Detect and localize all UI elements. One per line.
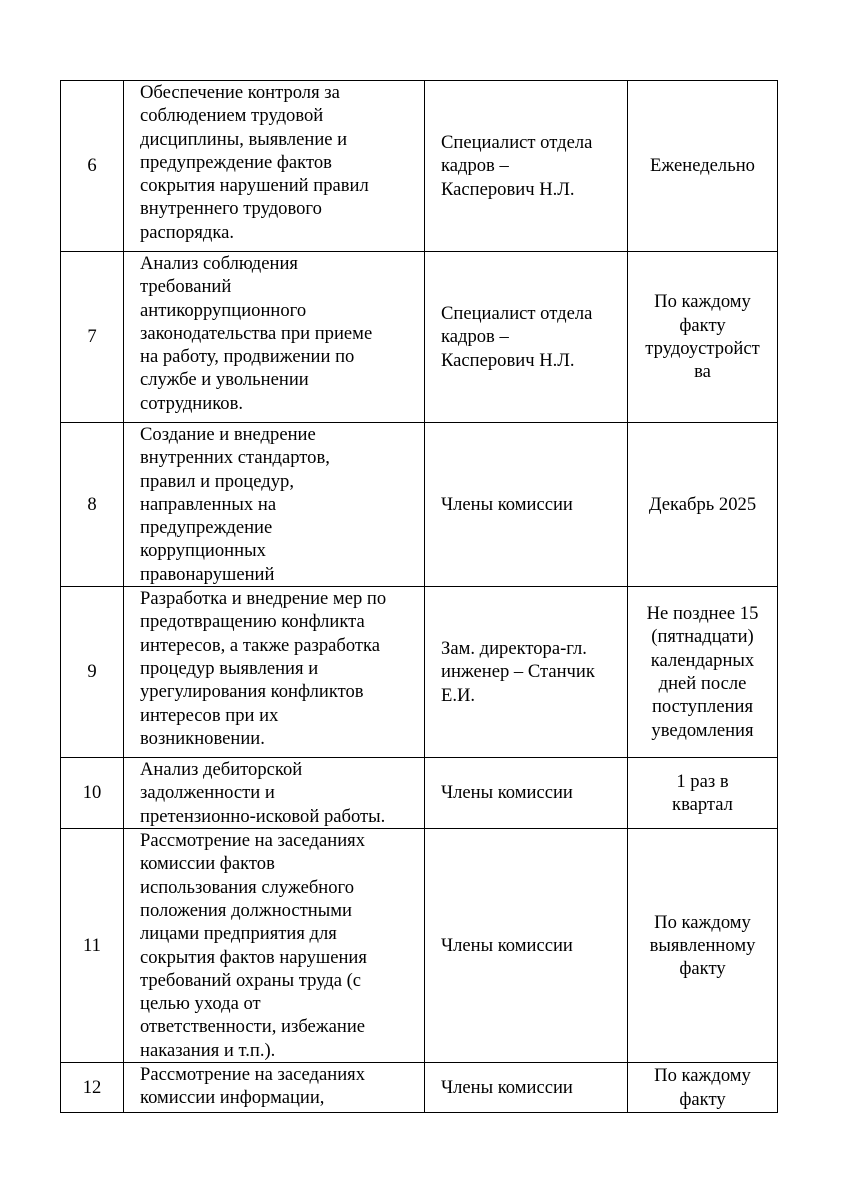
task-line: возникновении. bbox=[140, 727, 265, 749]
task-line: лицами предприятия для bbox=[140, 923, 337, 945]
task-line: целью ухода от bbox=[140, 993, 261, 1015]
row-number: 7 bbox=[61, 252, 124, 423]
task-line: соблюдением трудовой bbox=[140, 105, 324, 127]
responsible-line: инженер – Станчик bbox=[441, 661, 595, 683]
task-line: коррупционных bbox=[140, 540, 266, 562]
task-line: внутренних стандартов, bbox=[140, 447, 330, 469]
term-cell bbox=[628, 829, 778, 1063]
table-row bbox=[61, 423, 778, 587]
task-line: предупреждение bbox=[140, 517, 273, 539]
responsible-line: Члены комиссии bbox=[441, 1076, 573, 1098]
task-line: сокрытия нарушений правил bbox=[140, 175, 369, 197]
term-line: По каждому bbox=[654, 1065, 751, 1087]
task-cell bbox=[124, 829, 425, 1063]
responsible-cell bbox=[425, 1063, 628, 1113]
task-line: внутреннего трудового bbox=[140, 198, 322, 220]
term-line: По каждому bbox=[654, 911, 751, 933]
term-cell bbox=[628, 758, 778, 829]
responsible-line: Члены комиссии bbox=[441, 934, 573, 956]
task-line: Рассмотрение на заседаниях bbox=[140, 1064, 366, 1086]
task-cell bbox=[124, 758, 425, 829]
task-line: урегулирования конфликтов bbox=[140, 681, 364, 703]
task-line: на работу, продвижении по bbox=[140, 346, 355, 368]
task-cell bbox=[124, 587, 425, 758]
task-line: задолженности и bbox=[140, 782, 275, 804]
row-number: 8 bbox=[61, 423, 124, 587]
task-line: Анализ соблюдения bbox=[140, 253, 298, 274]
task-line: распорядка. bbox=[140, 221, 235, 243]
row-number: 10 bbox=[61, 758, 124, 829]
task-line: наказания и т.п.). bbox=[140, 1039, 276, 1061]
row-number: 9 bbox=[61, 587, 124, 758]
task-line: направленных на bbox=[140, 493, 277, 515]
task-line: Рассмотрение на заседаниях bbox=[140, 830, 366, 852]
table-row bbox=[61, 81, 778, 252]
responsible-line: Члены комиссии bbox=[441, 493, 573, 515]
task-cell bbox=[124, 81, 425, 252]
task-line: антикоррупционного bbox=[140, 299, 307, 321]
task-line: использования служебного bbox=[140, 876, 354, 898]
responsible-cell bbox=[425, 758, 628, 829]
term-cell bbox=[628, 423, 778, 587]
term-line: поступления bbox=[651, 696, 754, 718]
task-line: Анализ дебиторской bbox=[140, 759, 303, 781]
task-line: Обеспечение контроля за bbox=[140, 82, 340, 103]
task-line: сотрудников. bbox=[140, 392, 244, 414]
table-row bbox=[61, 1063, 778, 1113]
term-cell bbox=[628, 1063, 778, 1113]
term-line: уведомления bbox=[651, 719, 754, 741]
responsible-cell bbox=[425, 587, 628, 758]
term-line: факту bbox=[679, 1088, 726, 1110]
responsible-cell bbox=[425, 252, 628, 423]
task-line: законодательства при приеме bbox=[140, 322, 373, 344]
term-line: факту bbox=[679, 314, 726, 336]
term-line: ва bbox=[694, 361, 711, 383]
task-line: правил и процедур, bbox=[140, 470, 294, 492]
task-line: интересов при их bbox=[140, 704, 279, 726]
responsible-line: Касперович Н.Л. bbox=[441, 178, 575, 200]
responsible-cell bbox=[425, 423, 628, 587]
term-line: трудоустройст bbox=[645, 338, 760, 359]
row-number: 12 bbox=[61, 1063, 124, 1113]
task-line: Создание и внедрение bbox=[140, 424, 316, 445]
task-line: предотвращению конфликта bbox=[140, 611, 365, 633]
responsible-cell bbox=[425, 81, 628, 252]
task-line: Разработка и внедрение мер по bbox=[140, 588, 387, 610]
measures-table bbox=[60, 80, 778, 1113]
row-number: 6 bbox=[61, 81, 124, 252]
task-line: процедур выявления и bbox=[140, 657, 319, 679]
term-line: 1 раз в bbox=[676, 770, 729, 792]
term-cell bbox=[628, 252, 778, 423]
task-line: правонарушений bbox=[140, 563, 275, 585]
task-cell bbox=[124, 1063, 425, 1113]
task-line: требований bbox=[140, 276, 232, 298]
term-line: факту bbox=[679, 958, 726, 980]
task-line: интересов, а также разработка bbox=[140, 634, 381, 656]
responsible-cell bbox=[425, 829, 628, 1063]
task-line: службе и увольнении bbox=[140, 369, 309, 391]
task-line: ответственности, избежание bbox=[140, 1016, 366, 1038]
table-row bbox=[61, 252, 778, 423]
table-row bbox=[61, 829, 778, 1063]
term-line: По каждому bbox=[654, 291, 751, 313]
responsible-line: Е.И. bbox=[441, 684, 476, 706]
term-cell bbox=[628, 587, 778, 758]
term-line: Декабрь 2025 bbox=[648, 493, 757, 515]
term-line: дней после bbox=[658, 673, 747, 695]
task-line: сокрытия фактов нарушения bbox=[140, 946, 367, 968]
term-line: квартал bbox=[672, 794, 733, 816]
task-line: комиссии фактов bbox=[140, 853, 275, 875]
term-line: календарных bbox=[650, 649, 755, 671]
term-cell bbox=[628, 81, 778, 252]
responsible-line: Касперович Н.Л. bbox=[441, 349, 575, 371]
table-row bbox=[61, 758, 778, 829]
task-cell bbox=[124, 252, 425, 423]
term-line: Не позднее 15 bbox=[646, 603, 759, 625]
task-line: дисциплины, выявление и bbox=[140, 128, 348, 150]
row-number: 11 bbox=[61, 829, 124, 1063]
responsible-line: Зам. директора-гл. bbox=[441, 638, 587, 660]
responsible-line: Специалист отдела bbox=[441, 303, 593, 325]
task-line: претензионно-исковой работы. bbox=[140, 805, 386, 827]
task-line: комиссии информации, bbox=[140, 1087, 325, 1109]
term-line: Еженедельно bbox=[650, 155, 755, 177]
responsible-line: Специалист отдела bbox=[441, 132, 593, 154]
table-row bbox=[61, 587, 778, 758]
responsible-line: Члены комиссии bbox=[441, 782, 573, 804]
responsible-line: кадров – bbox=[441, 326, 509, 348]
term-line: (пятнадцати) bbox=[651, 626, 754, 648]
task-line: требований охраны труда (с bbox=[140, 969, 362, 991]
responsible-line: кадров – bbox=[441, 155, 509, 177]
task-line: предупреждение фактов bbox=[140, 151, 332, 173]
term-line: выявленному bbox=[649, 934, 756, 956]
task-cell bbox=[124, 423, 425, 587]
task-line: положения должностными bbox=[140, 899, 352, 921]
